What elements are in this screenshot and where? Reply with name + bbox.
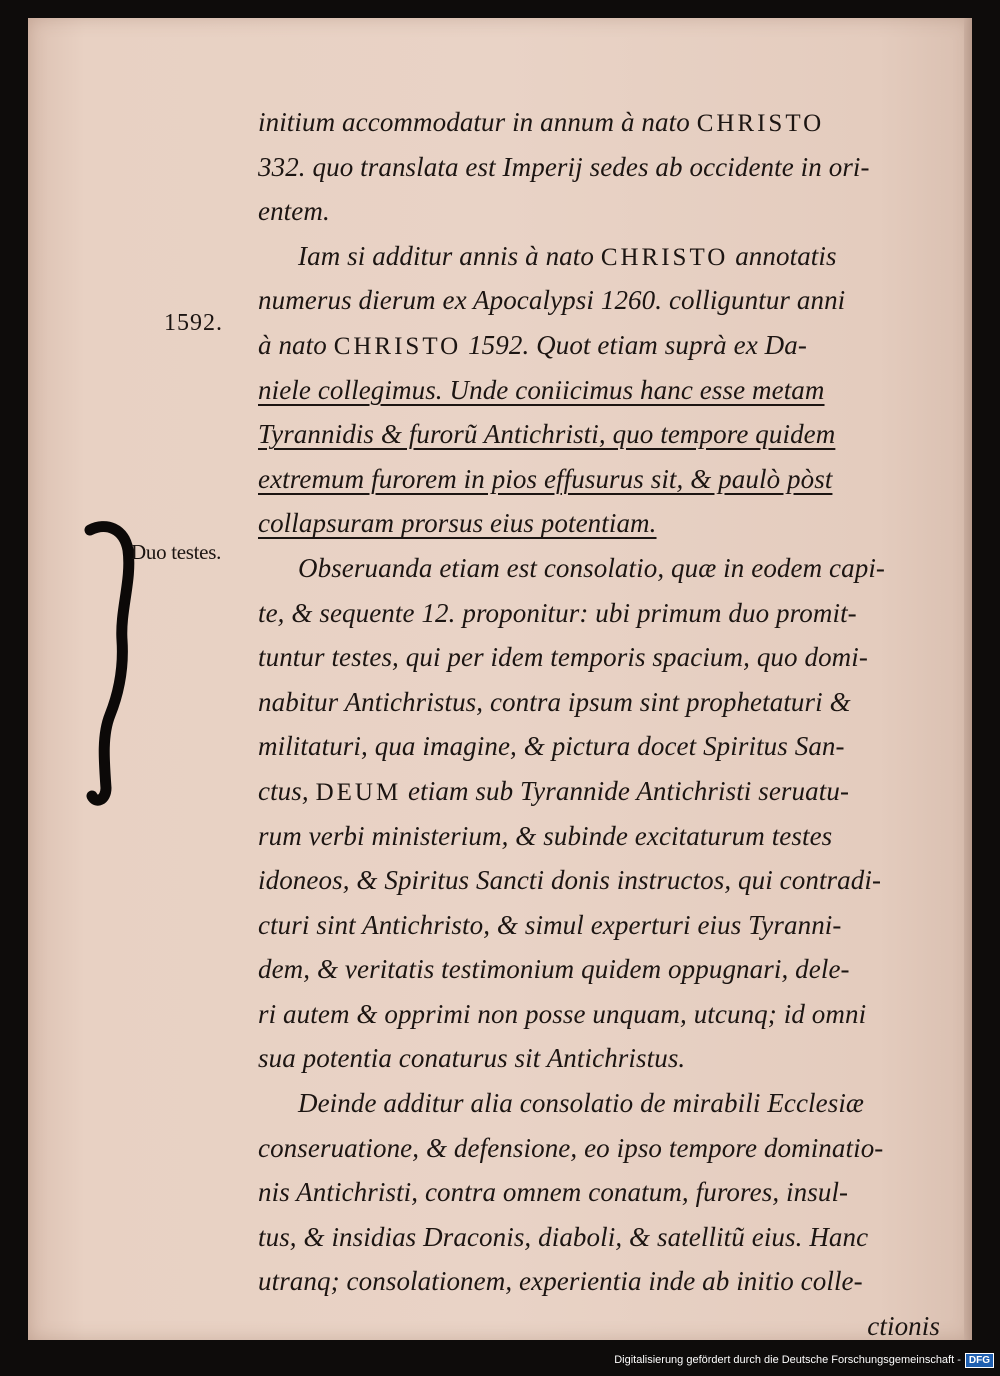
text-line: rum verbi ministerium, & subinde excitaturum testes (258, 820, 833, 851)
text-line: nis Antichristi, contra omnem conatum, furores, insul- (258, 1177, 849, 1208)
text-line: idoneos, & Spiritus Sancti donis instructos, qui contradi- (258, 865, 882, 896)
text-line: ri autem & opprimi non posse unquam, utcunq; id omni (258, 998, 867, 1029)
text-line: utranq; consolationem, experientia inde ab initio colle- (258, 1266, 863, 1297)
text-line: initium accommodatur in annum à nato CHRISTO (258, 107, 825, 137)
footer-credit (614, 1349, 994, 1371)
underlined-line: extremum furorem in pios effusurus sit, & paulò pòst (258, 463, 833, 494)
text-line: numerus dierum ex Apocalypsi 1260. colliguntur anni (258, 285, 846, 316)
margin-note: Duo testes. (131, 540, 222, 564)
text-line: nabitur Antichristus, contra ipsum sint prophetaturi & (258, 686, 851, 717)
text-line: te, & sequente 12. proponitur: ubi primum duo promit- (258, 597, 857, 628)
text-line: tus, & insidias Draconis, diaboli, & satellitũ eius. Hanc (258, 1221, 869, 1252)
underlined-line: collapsuram prorsus eius potentiam. (258, 508, 657, 539)
underlined-line: Tyrannidis & furorũ Antichristi, quo tempore quidem (258, 419, 836, 450)
text-line: Deinde additur alia consolatio de mirabili Ecclesiæ (298, 1088, 865, 1119)
text-line: dem, & veritatis testimonium quidem oppugnari, dele- (258, 954, 850, 985)
text-line: cturi sint Antichristo, & simul experturi eius Tyranni- (258, 909, 842, 940)
catchword: ctionis (867, 1311, 940, 1342)
text-line: conseruatione, & defensione, eo ipso tempore dominatio- (258, 1132, 884, 1163)
text-line: ctus, DEUM etiam sub Tyrannide Antichristi seruatu- (258, 775, 850, 806)
underlined-line: niele collegimus. Unde coniicimus hanc esse metam (258, 374, 825, 405)
footer-credit-text: Digitalisierung gefördert durch die Deutsche Forschungsgemeinschaft - (614, 1354, 961, 1366)
text-line: 332. quo translata est Imperij sedes ab occidente in ori- (258, 151, 870, 182)
dfg-logo[interactable]: DFG (965, 1353, 994, 1368)
text-line: entem. (258, 196, 330, 227)
book-page (28, 18, 972, 1340)
text-line: sua potentia conaturus sit Antichristus. (258, 1043, 686, 1074)
margin-year: 1592. (164, 310, 223, 336)
text-line: Iam si additur annis à nato CHRISTO annotatis (298, 240, 837, 271)
page-edge (964, 18, 972, 1340)
text-line: militaturi, qua imagine, & pictura docet Spiritus San- (258, 731, 845, 762)
main-text-block (258, 100, 948, 1349)
ink-bracket-mark (84, 520, 136, 810)
text-line: Obseruanda etiam est consolatio, quæ in eodem capi- (298, 552, 886, 583)
text-line: à nato CHRISTO 1592. Quot etiam suprà ex Da- (258, 329, 807, 360)
text-line: tuntur testes, qui per idem temporis spacium, quo domi- (258, 642, 868, 673)
